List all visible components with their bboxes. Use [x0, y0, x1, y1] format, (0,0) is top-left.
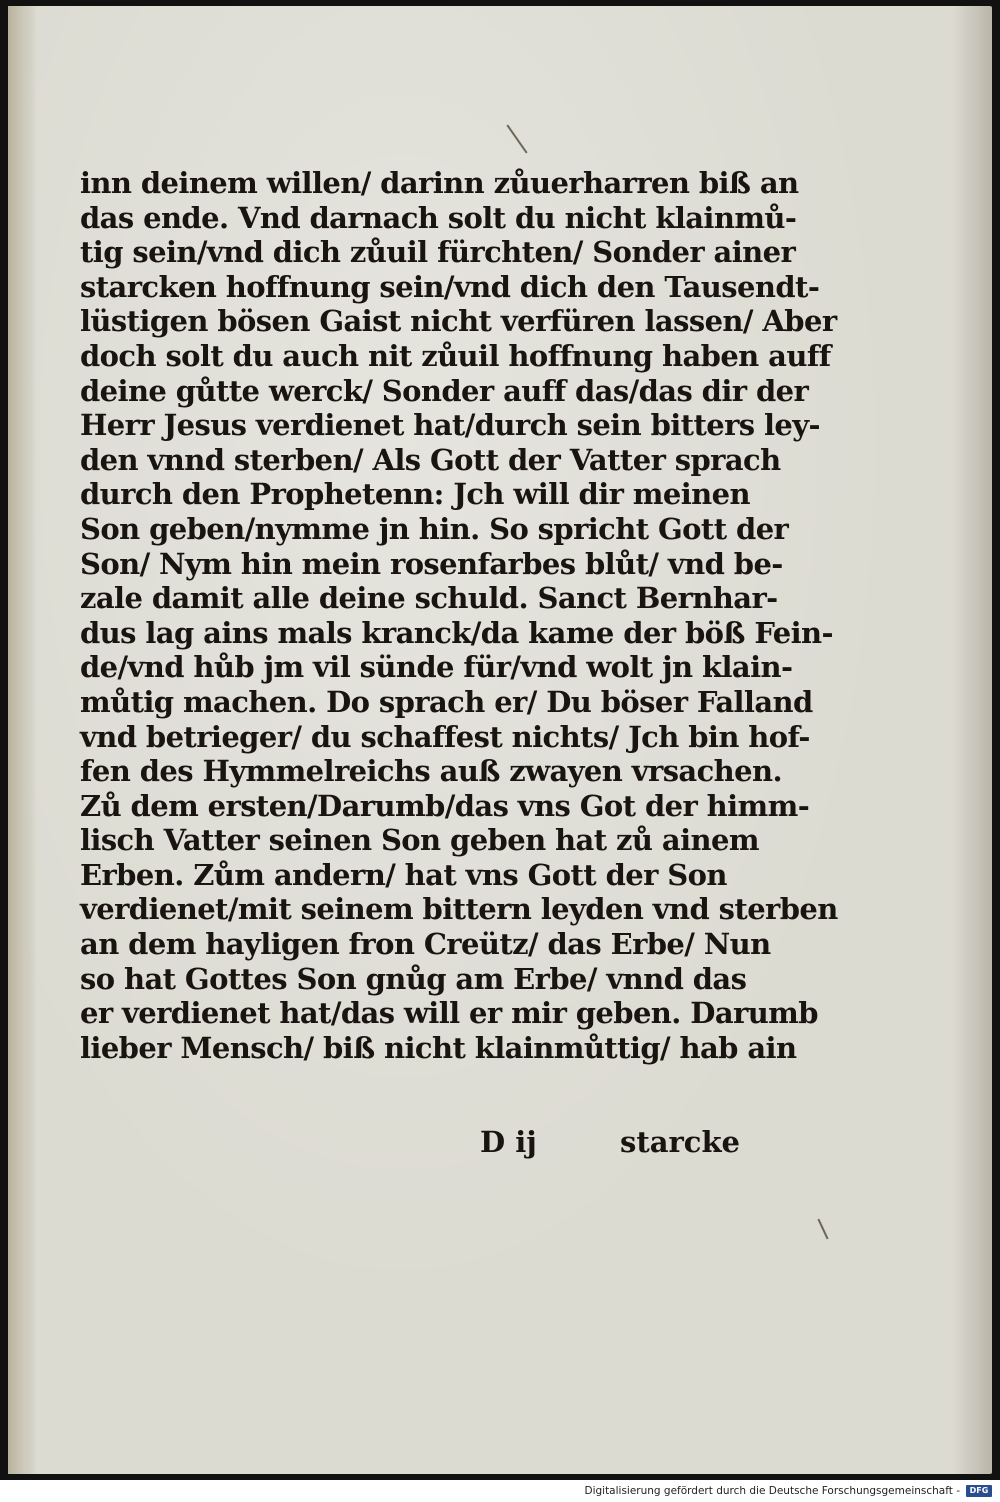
text-line: dus lag ains mals kranck/da kame der böß Fein- — [80, 615, 833, 650]
text-line: so hat Gottes Son gnůg am Erbe/ vnnd das — [80, 961, 747, 996]
text-line: deine gůtte werck/ Sonder auff das/das dir der — [80, 373, 809, 408]
text-line: durch den Prophetenn: Jch will dir meinen — [80, 477, 750, 512]
text-line: Erben. Zům andern/ hat vns Gott der Son — [80, 857, 727, 892]
text-line: lieber Mensch/ biß nicht klainmůttig/ hab ain — [80, 1030, 797, 1065]
text-line: er verdienet hat/das will er mir geben. Darumb — [80, 996, 818, 1031]
text-line: Herr Jesus verdienet hat/durch sein bitters ley- — [80, 408, 820, 443]
text-line: de/vnd hůb jm vil sünde für/vnd wolt jn klain- — [80, 650, 793, 685]
text-line: starcken hoffnung sein/vnd dich den Tausendt- — [80, 269, 820, 304]
dfg-logo: DFG — [966, 1485, 992, 1497]
text-line: fen des Hymmelreichs auß zwayen vrsachen. — [80, 754, 782, 789]
text-line: inn deinem willen/ darinn zůuerharren biß an — [80, 166, 799, 200]
text-line: lüstigen bösen Gaist nicht verfüren lassen/ Aber — [80, 304, 837, 339]
text-line: vnd betrieger/ du schaffest nichts/ Jch bin hof- — [80, 719, 810, 754]
text-line: tig sein/vnd dich zůuil fürchten/ Sonder ainer — [80, 235, 796, 270]
text-line: doch solt du auch nit zůuil hoffnung haben auff — [80, 338, 831, 373]
signature-mark: D ij — [480, 1125, 537, 1159]
text-line: Zů dem ersten/Darumb/das vns Got der himm- — [80, 788, 810, 823]
text-line: den vnnd sterben/ Als Gott der Vatter sprach — [80, 442, 781, 477]
text-line: lisch Vatter seinen Son geben hat zů ainem — [80, 823, 759, 858]
text-line: zale damit alle deine schuld. Sanct Bernhar- — [80, 581, 778, 616]
text-line: Son/ Nym hin mein rosenfarbes blůt/ vnd be- — [80, 546, 783, 581]
text-line: verdienet/mit seinem bittern leyden vnd sterben — [80, 892, 838, 927]
catchline — [80, 1125, 740, 1161]
text-line: Son geben/nymme jn hin. So spricht Gott der — [80, 511, 789, 546]
text-line: an dem hayligen fron Creütz/ das Erbe/ Nun — [80, 927, 771, 962]
text-line: můtig machen. Do sprach er/ Du böser Falland — [80, 684, 813, 719]
funding-credit: Digitalisierung gefördert durch die Deutsche Forschungsgemeinschaft - — [584, 1485, 960, 1497]
catchword: starcke — [620, 1125, 740, 1159]
text-line: das ende. Vnd darnach solt du nicht klainmů- — [80, 200, 797, 235]
footer-bar — [0, 1480, 1000, 1502]
binding-edge — [8, 6, 36, 1474]
body-text — [80, 166, 838, 1065]
